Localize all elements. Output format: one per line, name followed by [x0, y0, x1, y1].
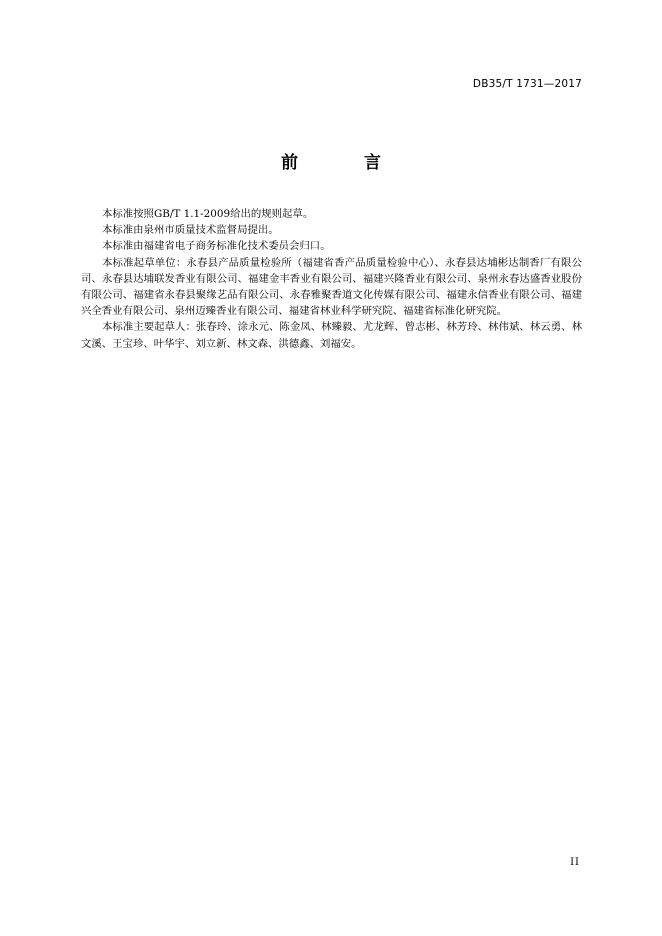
- section-title: 前 言: [281, 153, 411, 173]
- document-code: DB35/T 1731—2017: [472, 78, 582, 90]
- paragraph-drafting-rules: 本标准按照GB/T 1.1-2009给出的规则起草。: [102, 208, 314, 220]
- paragraph-administrator: 本标准由福建省电子商务标准化技术委员会归口。: [102, 240, 331, 253]
- page-number: II: [570, 857, 580, 868]
- paragraph-drafters: 本标准主要起草人：张春玲、涂永元、陈金凤、林臻毅、尤龙辉、曾志彬、林芳玲、林伟斌、林云勇、林文溪、王宝珍、叶华宇、刘立新、林文森、洪德鑫、刘福安。: [81, 321, 582, 350]
- paragraph-proposer: 本标准由泉州市质量技术监督局提出。: [102, 224, 279, 237]
- document-body: [81, 206, 582, 352]
- paragraph-drafting-units: 本标准起草单位：永春县产品质量检验所（福建省香产品质量检验中心）、永春县达埔彬达制香厂有限公司、永春县达埔联发香业有限公司、福建金丰香业有限公司、福建兴隆香业有限公司、泉州永春达盛香业股份有限公司、福建省永春县聚缘艺品有限公司、永春雅聚香道文化传媒有限公司、福建永信香业有限公司、福建兴全香业有限公司、泉州迈臻香业有限公司、福建省林业科学研究院、福建省标准化研究院。: [81, 256, 582, 318]
